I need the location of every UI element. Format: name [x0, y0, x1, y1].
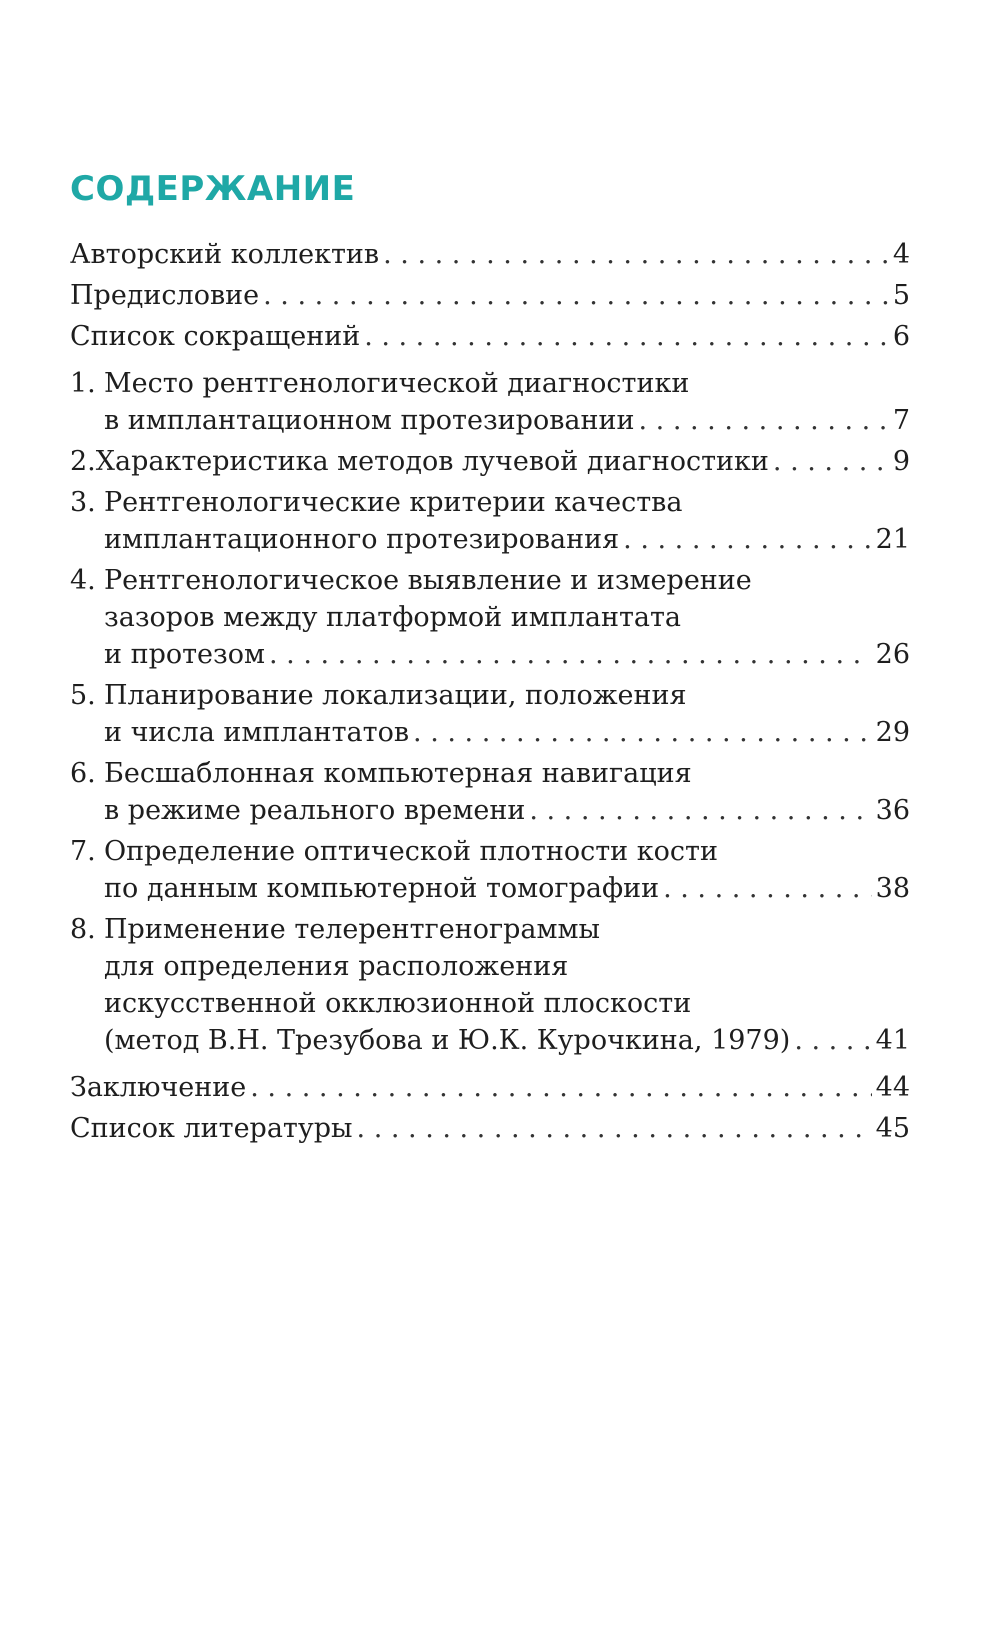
toc-entry-chapter-3[interactable] — [70, 484, 910, 558]
toc-entry-title-cont: имплантационного протезирования — [104, 524, 620, 555]
dot-leader — [413, 714, 872, 751]
toc-entry-title: Рентгенологическое выявление и измерение — [104, 565, 752, 596]
chapter-number: 2. — [70, 446, 96, 477]
toc-entry-title: Список сокращений — [70, 321, 361, 352]
dot-leader — [357, 1110, 872, 1147]
toc-entry-title-cont: и протезом — [104, 639, 266, 670]
toc-page-number: 9 — [892, 446, 910, 477]
toc-entry-title: Бесшаблонная компьютерная навигация — [104, 758, 692, 789]
toc-entry-title: Планирование локализации, положения — [104, 680, 687, 711]
toc-entry-title: Определение оптической плотности кости — [104, 836, 718, 867]
toc-page-number: 7 — [892, 405, 910, 436]
toc-entry-chapter-2[interactable] — [70, 443, 910, 480]
toc-entry-chapter-8[interactable] — [70, 911, 910, 1059]
dot-leader — [269, 636, 872, 673]
chapter-number: 7. — [70, 836, 96, 867]
dot-leader — [639, 402, 889, 439]
toc-page-number: 36 — [875, 795, 910, 826]
toc-entry-title: Применение телерентгенограммы — [104, 914, 600, 945]
toc-page-number: 21 — [875, 524, 910, 555]
toc-page-number: 44 — [875, 1072, 910, 1103]
toc-entry-title-cont: в имплантационном протезировании — [104, 405, 635, 436]
chapter-number: 5. — [70, 680, 96, 711]
toc-page-number: 26 — [875, 639, 910, 670]
toc-entry-title: Место рентгенологической диагностики — [104, 368, 690, 399]
dot-leader — [773, 443, 889, 480]
toc-page-number: 38 — [875, 873, 910, 904]
toc-entry-chapter-5[interactable] — [70, 677, 910, 751]
toc-entry-preface[interactable] — [70, 277, 910, 314]
toc-page-number: 41 — [875, 1025, 910, 1056]
toc-entry-references[interactable] — [70, 1110, 910, 1147]
chapter-number: 8. — [70, 914, 96, 945]
dot-leader — [383, 236, 889, 273]
toc-entry-abbreviations[interactable] — [70, 318, 910, 355]
dot-leader — [529, 792, 871, 829]
toc-page-number: 6 — [892, 321, 910, 352]
toc-entry-conclusion[interactable] — [70, 1069, 910, 1106]
toc-entry-title: Заключение — [70, 1072, 247, 1103]
toc-page-number: 5 — [892, 280, 910, 311]
toc-entry-title-cont: по данным компьютерной томографии — [104, 873, 660, 904]
toc-entry-chapter-7[interactable] — [70, 833, 910, 907]
dot-leader — [623, 521, 871, 558]
toc-entry-title-cont: (метод В.Н. Трезубова и Ю.К. Курочкина, 1979) — [104, 1025, 791, 1056]
dot-leader — [794, 1022, 871, 1059]
dot-leader — [250, 1069, 871, 1106]
dot-leader — [364, 318, 889, 355]
toc-entry-title-cont: зазоров между платформой имплантата — [104, 602, 682, 633]
chapter-number: 4. — [70, 565, 96, 596]
toc-entry-title: Рентгенологические критерии качества — [104, 487, 683, 518]
page-title: СОДЕРЖАНИЕ — [70, 169, 356, 209]
toc-entry-chapter-6[interactable] — [70, 755, 910, 829]
toc-entry-chapter-1[interactable] — [70, 365, 910, 439]
toc-entry-authors[interactable] — [70, 236, 910, 273]
table-of-contents — [70, 236, 910, 1151]
chapter-number: 3. — [70, 487, 96, 518]
toc-page-number: 29 — [875, 717, 910, 748]
chapter-number: 1. — [70, 368, 96, 399]
toc-entry-title: Предисловие — [70, 280, 260, 311]
chapter-number: 6. — [70, 758, 96, 789]
dot-leader — [263, 277, 889, 314]
toc-entry-title-cont: и числа имплантатов — [104, 717, 410, 748]
toc-entry-title: Авторский коллектив — [70, 239, 380, 270]
toc-entry-chapter-4[interactable] — [70, 562, 910, 673]
toc-page-number: 4 — [892, 239, 910, 270]
toc-entry-title: Список литературы — [70, 1113, 353, 1144]
dot-leader — [663, 870, 872, 907]
toc-page-number: 45 — [875, 1113, 910, 1144]
toc-entry-title: Характеристика методов лучевой диагностики — [95, 446, 769, 477]
toc-entry-title-cont: искусственной окклюзионной плоскости — [104, 988, 692, 1019]
toc-entry-title-cont: для определения расположения — [104, 951, 569, 982]
toc-entry-title-cont: в режиме реального времени — [104, 795, 526, 826]
